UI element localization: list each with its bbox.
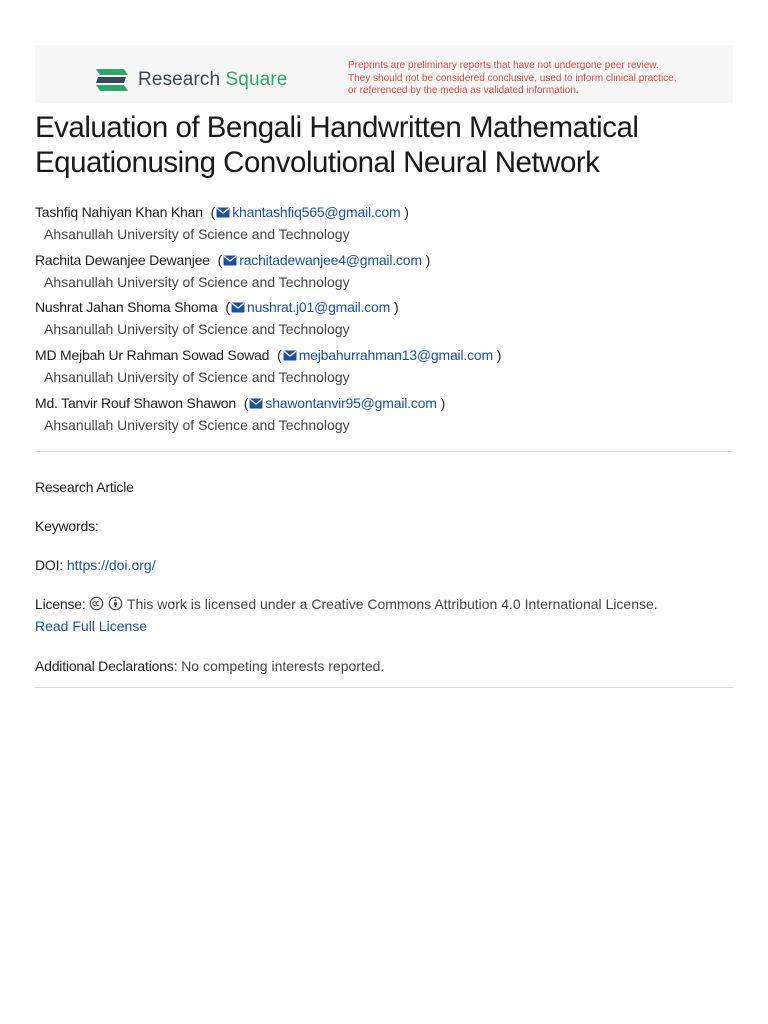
paren-close: ) <box>492 347 502 364</box>
keywords-label: Keywords: <box>35 518 99 534</box>
author-affiliation: Ahsanullah University of Science and Technology <box>44 369 350 386</box>
license-text: This work is licensed under a Creative Commons Attribution 4.0 International License. <box>126 596 658 612</box>
preprint-disclaimer <box>348 60 708 98</box>
disclaimer-line: Preprints are preliminary reports that have not undergone peer review. <box>348 60 659 71</box>
disclaimer-line: They should not be considered conclusive, used to inform clinical practice, <box>348 72 677 84</box>
title-line: Equationusing Convolutional Neural Network <box>35 146 600 179</box>
author-email-link[interactable]: nushrat.j01@gmail.com <box>247 299 391 316</box>
author-line <box>35 392 735 415</box>
creative-commons-icon <box>89 596 104 611</box>
email-icon <box>223 250 237 272</box>
email-icon <box>231 297 245 319</box>
author-entry <box>35 344 735 392</box>
email-icon <box>216 202 230 224</box>
paren-open: ( <box>243 394 249 411</box>
declarations-label: Additional Declarations: <box>35 658 178 674</box>
paren-open: ( <box>277 347 282 364</box>
email-icon <box>283 345 297 367</box>
author-entry <box>35 296 735 344</box>
attribution-icon <box>108 596 123 611</box>
title-line: Evaluation of Bengali Handwritten Mathematical <box>35 111 639 144</box>
article-type <box>35 476 134 498</box>
author-email-link[interactable]: khantashfiq565@gmail.com <box>232 204 401 220</box>
author-affiliation: Ahsanullah University of Science and Technology <box>44 273 350 290</box>
author-name: Nushrat Jahan Shoma Shoma <box>35 299 218 316</box>
author-affiliation: Ahsanullah University of Science and Technology <box>44 226 350 242</box>
author-list <box>35 201 735 439</box>
author-email-link[interactable]: rachitadewanjee4@gmail.com <box>239 251 422 268</box>
paren-close: ) <box>400 204 409 220</box>
author-entry <box>35 201 735 249</box>
author-line <box>35 344 735 367</box>
divider <box>35 451 733 452</box>
author-line <box>35 201 735 224</box>
author-line <box>35 249 735 272</box>
author-email-link[interactable]: mejbahurrahman13@gmail.com <box>298 347 493 364</box>
divider <box>35 687 733 688</box>
additional-declarations <box>35 655 384 677</box>
author-entry <box>35 249 735 297</box>
author-name: Rachita Dewanjee Dewanjee <box>35 251 210 268</box>
logo-wordmark <box>138 69 287 91</box>
paren-open: ( <box>217 251 223 268</box>
research-square-logo-icon <box>94 66 130 94</box>
keywords <box>35 515 99 537</box>
author-name: MD Mejbah Ur Rahman Sowad Sowad <box>35 347 270 364</box>
author-name: Md. Tanvir Rouf Shawon Shawon <box>35 394 236 411</box>
paren-open: ( <box>225 299 231 316</box>
paren-close: ) <box>436 394 446 411</box>
declarations-value: No competing interests reported. <box>181 658 385 674</box>
author-name: Tashfiq Nahiyan Khan Khan <box>35 204 203 220</box>
license-label: License: <box>35 596 86 612</box>
doi-label: DOI: <box>35 557 63 573</box>
paren-close: ) <box>421 251 431 268</box>
author-affiliation: Ahsanullah University of Science and Technology <box>44 321 350 338</box>
research-square-logo[interactable] <box>94 65 287 95</box>
author-email-link[interactable]: shawontanvir95@gmail.com <box>265 394 437 411</box>
author-affiliation: Ahsanullah University of Science and Technology <box>44 416 350 433</box>
paren-open: ( <box>210 204 216 220</box>
disclaimer-line: or referenced by the media as validated information. <box>348 85 579 97</box>
author-line <box>35 296 735 319</box>
article-type-label: Research Article <box>35 479 134 495</box>
read-full-license-link[interactable]: Read Full License <box>35 618 148 634</box>
logo-word-research: Research <box>138 69 221 90</box>
doi <box>35 554 156 576</box>
paper-title <box>35 110 735 180</box>
license <box>35 593 735 637</box>
paren-close: ) <box>390 299 399 316</box>
doi-link[interactable]: https://doi.org/ <box>66 557 156 573</box>
email-icon <box>249 393 263 415</box>
author-entry <box>35 392 735 440</box>
logo-word-square: Square <box>225 69 288 90</box>
